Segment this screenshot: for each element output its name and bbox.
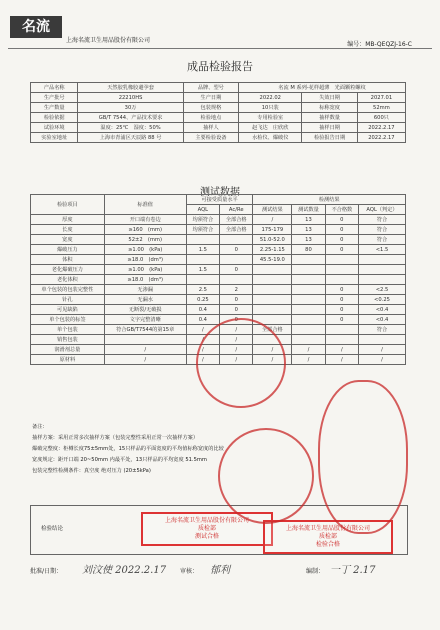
table-cell: 宽度 [31, 235, 105, 245]
table-cell [292, 275, 325, 285]
cell: 检验依据 [31, 113, 78, 123]
table-cell [104, 335, 186, 345]
table-cell: <0.4 [359, 305, 406, 315]
table-cell: 2 [220, 285, 253, 295]
cell: 30万 [78, 103, 183, 113]
table-cell: / [292, 345, 325, 355]
table-cell: 开口端有卷边 [104, 215, 186, 225]
table-cell: 符合 [359, 325, 406, 335]
column-header: 测试数量 [292, 205, 325, 215]
table-cell: / [253, 345, 292, 355]
table-cell: 51.0-52.0 [253, 235, 292, 245]
table-cell: 0 [220, 245, 253, 255]
table-cell: 无渗漏 [104, 285, 186, 295]
column-header: 检测结果 [253, 195, 406, 205]
note-line: 宽度规定：距开口端 20~50mm 内最平处，13只样品的平均宽度 51.5mm [32, 457, 207, 463]
table-cell: 销售包装 [31, 335, 105, 345]
table-cell [325, 325, 358, 335]
table-cell [292, 325, 325, 335]
table-cell [292, 255, 325, 265]
table-cell: 1.5 [186, 245, 219, 255]
table-cell [292, 265, 325, 275]
table-cell: 0 [325, 215, 358, 225]
table-cell: / [186, 335, 219, 345]
table-cell: 52±2 (mm) [104, 235, 186, 245]
review-label: 审核： [180, 568, 199, 575]
table-cell: 1.5 [186, 265, 219, 275]
cell: 主要检验设备 [183, 133, 238, 143]
approve-signature: 刘汶使 2022.2.17 [82, 565, 167, 576]
table-cell [359, 275, 406, 285]
table-cell [325, 335, 358, 345]
table-cell [186, 255, 219, 265]
cell: 2022.2.17 [357, 123, 405, 133]
company-seal [196, 318, 286, 408]
table-cell: ≥1.00 (kPa) [104, 265, 186, 275]
table-cell: / [359, 355, 406, 365]
table-cell: / [104, 345, 186, 355]
table-cell [359, 335, 406, 345]
table-cell [325, 255, 358, 265]
table-cell [359, 265, 406, 275]
table-cell: / [220, 345, 253, 355]
table-cell: / [325, 355, 358, 365]
note-line: 抽样方案：采用正常多次抽样方案（包装完整性采用正常一次抽样方案） [32, 435, 199, 441]
table-cell: 符合 [359, 235, 406, 245]
table-row [31, 265, 406, 275]
cell: 品牌、型号 [183, 83, 238, 93]
note-line: 备注： [32, 424, 48, 430]
cell: 温度：25℃ 湿度：50% [78, 123, 183, 133]
table-cell: 全部合格 [220, 215, 253, 225]
table-cell [186, 235, 219, 245]
table-cell: 均须符合 [186, 215, 219, 225]
table-cell: / [220, 355, 253, 365]
cell: 专用检验室 [239, 113, 302, 123]
table-cell [253, 275, 292, 285]
table-cell: ≥160 (mm) [104, 225, 186, 235]
table-cell [253, 285, 292, 295]
cell: 2027.01 [357, 93, 405, 103]
table-cell: 0 [325, 225, 358, 235]
cell: 检验地点 [183, 113, 238, 123]
table-cell: 均须符合 [186, 225, 219, 235]
conclusion-label: 检验结论 [41, 526, 64, 532]
table-cell: 单个包装的标签 [31, 315, 105, 325]
cell: 抽样日期 [302, 123, 357, 133]
table-row [31, 255, 406, 265]
table-cell: 可见缺陷 [31, 305, 105, 315]
table-cell [292, 285, 325, 295]
table-cell [359, 255, 406, 265]
cell: 检验报告日期 [302, 133, 357, 143]
qc-stamp-left: 上海名流卫生用品股份有限公司 质检部 测试合格 [141, 512, 273, 546]
table-cell [253, 295, 292, 305]
table-cell: 符合GB/T7544的第15章 [104, 325, 186, 335]
qc-stamp-right: 上海名流卫生用品股份有限公司 质检部 检验合格 [263, 520, 393, 554]
table-row [31, 275, 406, 285]
company-name: 上海名流卫生用品股份有限公司 [66, 37, 151, 44]
cell: 包装规格 [183, 103, 238, 113]
column-header: 标准值 [104, 195, 186, 215]
table-cell: / [325, 345, 358, 355]
table-cell [220, 255, 253, 265]
company-seal [318, 380, 408, 534]
cell: 抽样人 [183, 123, 238, 133]
table-cell: 0 [325, 235, 358, 245]
document-number: 编号：MB-QEQZJ-16-C [347, 41, 412, 48]
cell: 52mm [357, 103, 405, 113]
table-cell: 45.5-19.0 [253, 255, 292, 265]
cell: 产品名称 [31, 83, 78, 93]
table-cell: 2.25-1.15 [253, 245, 292, 255]
table-cell: 全部合格 [220, 225, 253, 235]
column-header: AQL（判定） [359, 205, 406, 215]
table-cell [292, 305, 325, 315]
company-seal [218, 428, 314, 524]
cell: 22210HS [78, 93, 183, 103]
table-cell: / [253, 355, 292, 365]
table-cell: 0 [220, 295, 253, 305]
table-cell [325, 275, 358, 285]
table-cell: 0 [325, 305, 358, 315]
section-title: 测试数据 [200, 187, 240, 198]
table-cell: 0 [325, 315, 358, 325]
table-cell: <2.5 [359, 285, 406, 295]
table-row [31, 235, 406, 245]
table-cell: 0 [220, 315, 253, 325]
table-cell: / [253, 215, 292, 225]
table-cell: 老化体积 [31, 275, 105, 285]
table-cell: 2.5 [186, 285, 219, 295]
signature-footer [30, 566, 410, 575]
table-cell: / [104, 355, 186, 365]
table-cell: 原材料 [31, 355, 105, 365]
table-cell [253, 265, 292, 275]
table-cell: 厚度 [31, 215, 105, 225]
column-header: AQL [186, 205, 219, 215]
table-cell [186, 275, 219, 285]
table-cell [220, 275, 253, 285]
table-cell: / [220, 325, 253, 335]
table-cell: 文字完整清晰 [104, 315, 186, 325]
table-cell: ≥1.00 (kPa) [104, 245, 186, 255]
table-cell: 0 [220, 305, 253, 315]
table-cell: / [186, 345, 219, 355]
product-info-table [30, 82, 406, 143]
table-cell: 13 [292, 225, 325, 235]
cell: 实验室地址 [31, 133, 78, 143]
note-line: 爆破完整度：柜樽长度75±5mm处，15只样品的平面宽度的平均值标称宽度的比较 [32, 446, 224, 452]
table-cell [220, 235, 253, 245]
cell: 抽样数量 [302, 113, 357, 123]
table-row [31, 215, 406, 225]
cell: 赵飞达 庄欣欣 [239, 123, 302, 133]
table-cell: 单个包装 [31, 325, 105, 335]
table-cell: 长度 [31, 225, 105, 235]
table-cell: / [186, 325, 219, 335]
table-cell: <0.4 [359, 315, 406, 325]
note-line: 包装完整性检测条件：真空度 绝对压力 (20±5kPa) [32, 468, 151, 474]
cell: GB/T 7544、产品技术要求 [78, 113, 183, 123]
cell: 水检仪、爆破仪 [239, 133, 302, 143]
column-header: 可接受质量水平 [186, 195, 253, 205]
inspector-signature: 一丁 2.17 [330, 565, 376, 576]
table-cell [325, 265, 358, 275]
table-cell: 0 [220, 265, 253, 275]
column-header: 检验项目 [31, 195, 105, 215]
cell: 生产日期 [183, 93, 238, 103]
table-row [31, 285, 406, 295]
table-cell: 0.4 [186, 315, 219, 325]
table-cell: 体积 [31, 255, 105, 265]
table-cell: 符合 [359, 225, 406, 235]
table-cell: 无漏水 [104, 295, 186, 305]
cell: 2022.02 [239, 93, 302, 103]
cell: 10只装 [239, 103, 302, 113]
column-header: 测试结果 [253, 205, 292, 215]
column-header: 不合格数 [325, 205, 358, 215]
table-cell: 13 [292, 235, 325, 245]
table-cell: ≥18.0 (dm³) [104, 275, 186, 285]
table-cell: 老化爆破压力 [31, 265, 105, 275]
table-cell: <1.5 [359, 245, 406, 255]
table-cell: / [359, 345, 406, 355]
column-header: Ac/Re [220, 205, 253, 215]
cell: 生产批号 [31, 93, 78, 103]
table-cell [292, 335, 325, 345]
cell: 试验环境 [31, 123, 78, 133]
table-cell: 175-179 [253, 225, 292, 235]
cell: 失效日期 [302, 93, 357, 103]
table-cell: 全部合格 [253, 325, 292, 335]
cell: 天然胶乳橡胶避孕套 [78, 83, 183, 93]
approve-label: 批准/日期： [30, 568, 63, 575]
table-cell: 0.4 [186, 305, 219, 315]
cell: 名流 M 系列-花样超薄 光面颗粒螺纹 [239, 83, 406, 93]
table-cell [292, 315, 325, 325]
table-row [31, 305, 406, 315]
table-cell [253, 305, 292, 315]
table-cell: 爆破压力 [31, 245, 105, 255]
table-cell: 0 [325, 285, 358, 295]
table-cell: 80 [292, 245, 325, 255]
table-cell: 13 [292, 215, 325, 225]
review-signature: 郁利 [210, 565, 230, 576]
table-cell: ≥18.0 (dm³) [104, 255, 186, 265]
table-cell: / [292, 355, 325, 365]
cell: 600只 [357, 113, 405, 123]
table-cell: 0.25 [186, 295, 219, 305]
table-cell: 无断裂/无破损 [104, 305, 186, 315]
report-title: 成品检验报告 [187, 60, 253, 73]
table-cell [292, 295, 325, 305]
table-cell: 针孔 [31, 295, 105, 305]
cell: 标称宽度 [302, 103, 357, 113]
table-cell: 单个包装的包装完整性 [31, 285, 105, 295]
table-cell: 符合 [359, 215, 406, 225]
cell: 生产数量 [31, 103, 78, 113]
cell: 上海市青浦区天辰路 88 号 [78, 133, 183, 143]
table-cell: 润滑剂总量 [31, 345, 105, 355]
inspector-label: 编制： [306, 568, 325, 575]
table-row [31, 225, 406, 235]
table-cell: 0 [325, 245, 358, 255]
table-cell: <0.25 [359, 295, 406, 305]
table-row [31, 295, 406, 305]
table-row [31, 245, 406, 255]
table-cell: 0 [325, 295, 358, 305]
cell: 2022.2.17 [357, 133, 405, 143]
table-cell: / [186, 355, 219, 365]
company-logo: 名流 [10, 16, 62, 38]
table-cell: / [220, 335, 253, 345]
